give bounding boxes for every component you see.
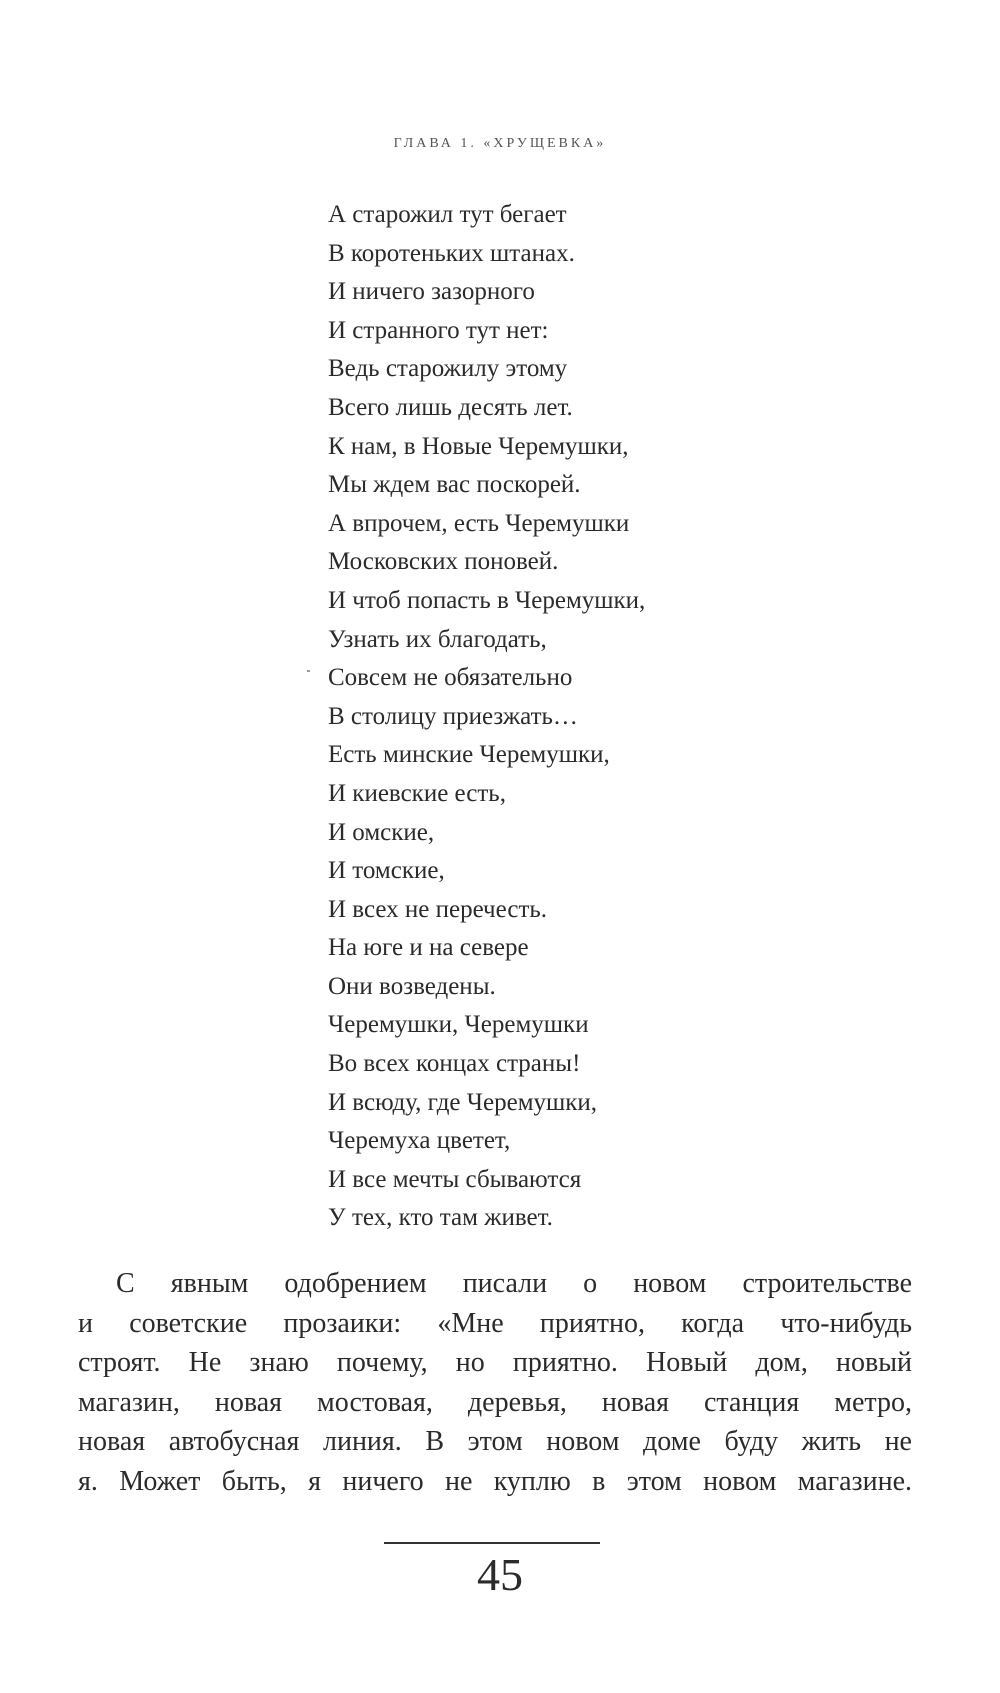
page-number: 45	[477, 1549, 523, 1600]
poem-line: И всех не перечесть.	[328, 895, 548, 923]
poem-line: Ведь старожилу этому	[328, 355, 568, 383]
poem-line: Черемуха цветет,	[328, 1127, 511, 1155]
poem-line: И странного тут нет:	[328, 316, 549, 344]
paragraph-line: и советские прозаики: «Мне приятно, когда что-нибудь	[78, 1307, 912, 1339]
poem-line: Совсем не обязательно	[328, 664, 573, 692]
margin-mark	[307, 670, 310, 672]
poem-line: И чтоб попасть в Черемушки,	[328, 586, 646, 614]
poem-line: У тех, кто там живет.	[328, 1204, 553, 1232]
poem-line: И всюду, где Черемушки,	[328, 1088, 598, 1116]
poem-line: К нам, в Новые Черемушки,	[328, 432, 629, 460]
poem-line: Во всех концах страны!	[328, 1050, 581, 1078]
poem-line: Черемушки, Черемушки	[328, 1011, 589, 1039]
poem-line: Узнать их благодать,	[328, 625, 547, 653]
poem-line: Всего лишь десять лет.	[328, 393, 573, 421]
running-head: ГЛАВА 1. «ХРУЩЕВКА»	[393, 136, 607, 151]
paragraph-line: новая автобусная линия. В этом новом доме буду жить не	[78, 1426, 912, 1457]
poem-line: Они возведены.	[328, 972, 496, 1000]
poem	[328, 196, 848, 1238]
poem-line: И ничего зазорного	[328, 278, 535, 306]
paragraph-line: С явным одобрением писали о новом строительстве	[116, 1268, 912, 1299]
paragraph-line: я. Может быть, я ничего не куплю в этом новом магазине.	[78, 1465, 912, 1497]
poem-line: На юге и на севере	[328, 934, 529, 962]
poem-line: И все мечты сбываются	[328, 1165, 582, 1193]
poem-line: В коротеньких штанах.	[328, 239, 575, 267]
paragraph-line: строят. Не знаю почему, но приятно. Новый дом, новый	[78, 1347, 912, 1378]
paragraph-line: магазин, новая мостовая, деревья, новая станция метро,	[78, 1386, 912, 1418]
poem-line: И томские,	[328, 857, 445, 885]
poem-line: И омские,	[328, 818, 435, 846]
body-paragraph	[78, 1264, 912, 1501]
poem-line: В столицу приезжать…	[328, 702, 578, 730]
poem-line: Мы ждем вас поскорей.	[328, 471, 581, 499]
poem-line: Московских поновей.	[328, 548, 559, 576]
poem-line: Есть минские Черемушки,	[328, 741, 610, 769]
poem-line: И киевские есть,	[328, 779, 506, 807]
poem-line: А старожил тут бегает	[328, 201, 567, 228]
poem-line: А впрочем, есть Черемушки	[328, 509, 630, 537]
page-number-rule	[384, 1542, 600, 1544]
